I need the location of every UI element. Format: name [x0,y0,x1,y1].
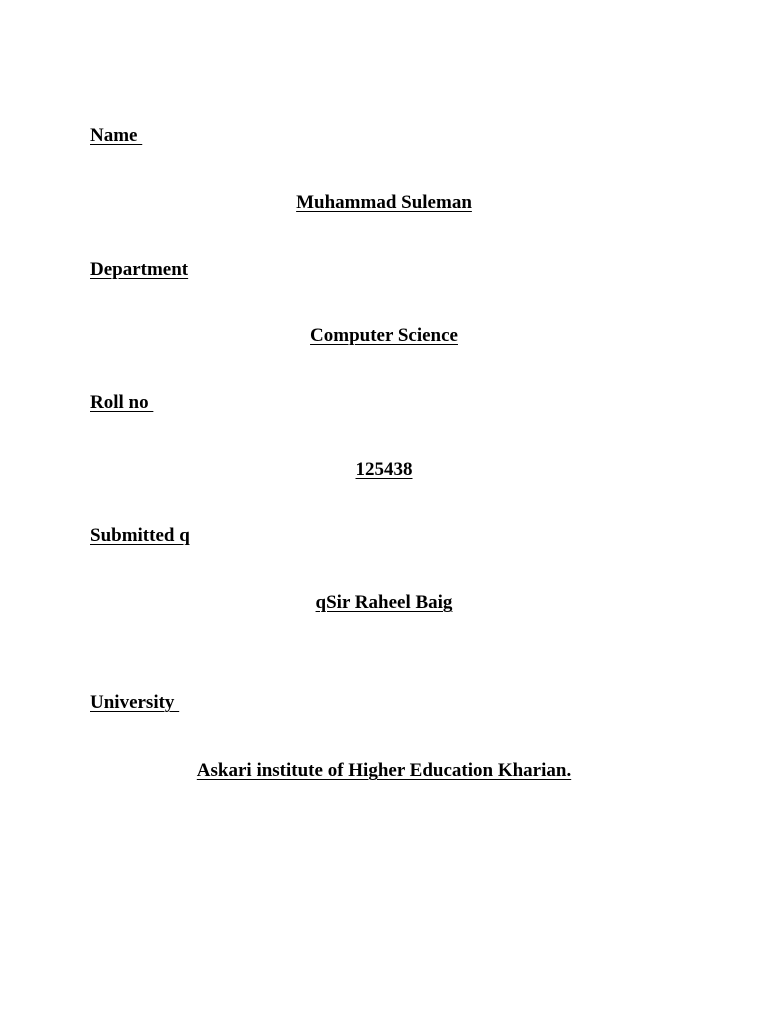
roll-no-label: Roll no [90,392,154,413]
university-label: University [90,692,180,713]
submitted-value: qSir Raheel Baig [315,592,453,613]
roll-no-value: 125438 [355,459,413,480]
department-value: Computer Science [310,325,458,346]
name-label: Name [90,125,143,146]
submitted-label: Submitted q [90,525,190,546]
name-value: Muhammad Suleman [296,192,472,213]
department-label: Department [90,259,189,280]
university-value: Askari institute of Higher Education Kharian. [196,760,572,781]
